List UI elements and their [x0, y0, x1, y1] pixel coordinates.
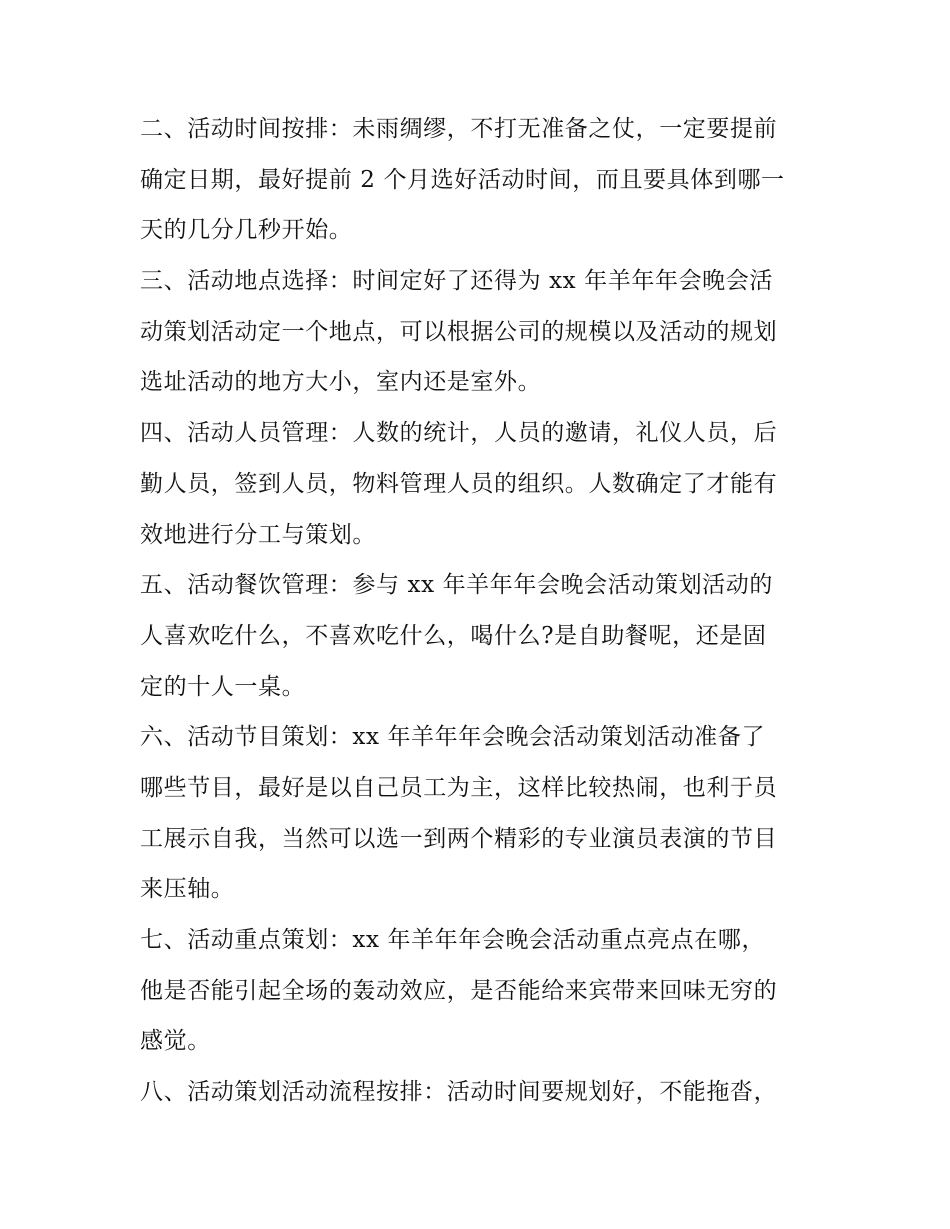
- text-line: 五、活动餐饮管理：参与 xx 年羊年年会晚会活动策划活动的: [140, 572, 773, 599]
- text-line: 定的十人一桌。: [140, 673, 306, 700]
- text-line: 六、活动节目策划：xx 年羊年年会晚会活动策划活动准备了: [140, 724, 766, 751]
- text-line: 三、活动地点选择：时间定好了还得为 xx 年羊年年会晚会活: [140, 268, 773, 295]
- text-line: 感觉。: [140, 1028, 211, 1055]
- document-body: [140, 104, 820, 1118]
- text-line: 天的几分几秒开始。: [140, 217, 353, 244]
- text-line: 七、活动重点策划：xx 年羊年年会晚会活动重点亮点在哪，: [140, 927, 766, 953]
- text-line: 二、活动时间按排：未雨绸缪，不打无准备之仗，一定要提前: [140, 116, 778, 142]
- text-line: 动策划活动定一个地点，可以根据公司的规模以及活动的规划: [140, 318, 778, 345]
- text-line: 工展示自我，当然可以选一到两个精彩的专业演员表演的节目: [140, 825, 778, 852]
- text-line: 他是否能引起全场的轰动效应，是否能给来宾带来回味无穷的: [140, 977, 778, 1004]
- text-line: 选址活动的地方大小，室内还是室外。: [140, 369, 542, 396]
- text-line: 来压轴。: [140, 876, 235, 903]
- text-line: 确定日期，最好提前 2 个月选好活动时间，而且要具体到哪一: [140, 166, 785, 193]
- text-line: 哪些节目，最好是以自己员工为主，这样比较热闹，也利于员: [140, 774, 778, 801]
- text-line: 勤人员，签到人员，物料管理人员的组织。人数确定了才能有: [140, 470, 778, 497]
- text-line: 四、活动人员管理：人数的统计，人员的邀请，礼仪人员，后: [140, 420, 778, 447]
- text-line: 人喜欢吃什么，不喜欢吃什么，喝什么?是自助餐呢，还是固: [140, 622, 767, 649]
- text-line: 八、活动策划活动流程按排：活动时间要规划好，不能拖沓，: [140, 1079, 778, 1106]
- text-line: 效地进行分工与策划。: [140, 521, 376, 548]
